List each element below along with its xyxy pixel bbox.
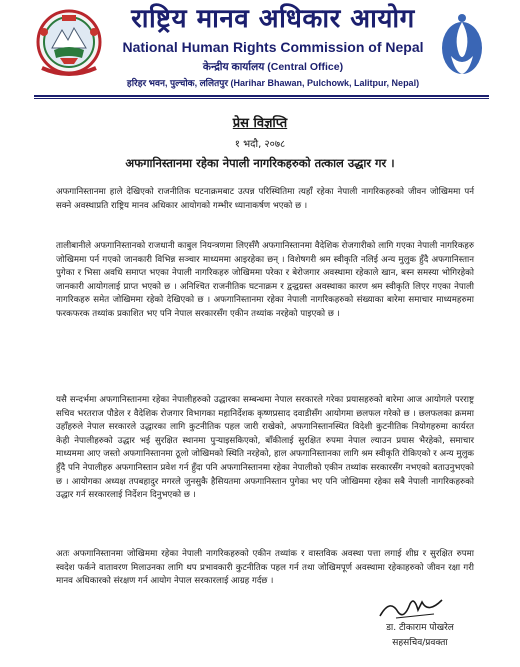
header-divider-thin xyxy=(34,98,489,99)
body-paragraph-1: अफगानिस्तानमा हाले देखिएको राजनीतिक घटनाक्रमबाट उत्पन्न परिस्थितिमा त्यहाँ रहेका नेपाली नागरिकहरुको जीवन जोखिममा पर्न सक्ने अवस्थाप्रति राष्ट्रिय मानव अधिकार आयोगको गम्भीर ध्यानाकर्षण भएको छ । xyxy=(56,187,474,211)
press-release-headline: अफगानिस्तानमा रहेका नेपाली नागरिकहरुको तत्काल उद्धार गर । xyxy=(125,156,395,170)
signatory-title: सहसचिव/प्रवक्ता xyxy=(392,638,448,648)
press-release-date: १ भदौ, २०७८ xyxy=(234,139,286,150)
press-release-title: प्रेस विज्ञप्ति xyxy=(232,116,288,131)
office-label: केन्द्रीय कार्यालय (Central Office) xyxy=(202,61,344,73)
signatory-name: डा. टीकाराम पोखरेल xyxy=(386,623,454,633)
org-name-english: National Human Rights Commission of Nepal xyxy=(122,39,424,55)
body-paragraph-4: अतः अफगानिस्तानमा जोखिममा रहेका नेपाली नागरिकहरुको एकीन तथ्यांक र वास्तविक अवस्था पत्ता लगाई शीघ्र र सुरक्षित रुपमा स्वदेश फर्कने वातावरण मिलाउनका लागि थप प्रभावकारी कुटनीतिक पहल गर्न तथा जोखिमपूर्ण अवस्थामा रहेकाहरुको जीवन रक्षा गरी मानव अधिकारको संरक्षण गर्न आयोग नेपाल सरकारलाई आग्रह गर्दछ । xyxy=(56,549,474,587)
body-paragraph-3: यसै सन्दर्भमा अफगानिस्तानमा रहेका नेपालीहरुको उद्धारका सम्बन्धमा नेपाल सरकारले गरेका प्रयासहरुको बारेमा आज आयोगले परराष्ट्र सचिव भरतराज पौडेल र वैदेशिक रोजगार विभागका महानिर्देशक कृष्णप्रसाद दवाडीसँग आयोगमा छलफल गरेको छ । छलफलका क्रममा उहाँहरुले नेपाल सरकारले उद्धारका लागि कुटनीतिक पहल जारी राखेको, अफगानिस्तानस्थित विदेशी कुटनीतिक नियोगहरुमा कार्यरत केही नेपालीहरुको उद्धार भई सुरक्षित स्थानमा पुऱ्याइसकिएको, बाँकीलाई सुरक्षित रुपमा नेपाल ल्याउन प्रयास भैरहेको, समाचार माध्यममा आए जस्तो अफगानिस्तानमा ठूलो जोखिमको स्थिति नरहेको, हाल अफगानिस्तानका लागि श्रम स्वीकृति रोकिएको र अन्य मुलुक हुँदै पनि नेपालीहरु अफगानिस्तान प्रवेश गर्न हुँदा पनि अफगानिस्तानमा रहेका नेपालीको एकीन तथ्यांक सरकारसँग नभएको बताउनुभएको छ । आयोगका अध्यक्ष तपबहादुर मगरले जुनसुकै हैसियतमा अफगानिस्तान पुगेका भए पनि जोखिममा रहेका सबै नेपाली नागरिकहरुको उद्धार गर्न सरकारलाई निर्देशन दिनुभएको छ । xyxy=(56,395,474,501)
nepal-emblem-icon xyxy=(34,6,104,80)
body-paragraph-2: तालीबानीले अफगानिस्तानको राजधानी काबुल नियन्त्रणमा लिएसँगै अफगानिस्तानमा वैदेशिक रोजगारीको लागि गएका नेपाली नागरिकहरु जोखिममा पर्न गएको जानकारी विभिन्न सञ्चार माध्यममा आइरहेका छन् । विशेषगरी श्रम स्वीकृति नलिई अन्य मुलुक हुँदै अफगानिस्तान पुगेका र भिसा अवधि समाप्त भएका नेपाली नागरिकहरु जोखिममा परेका र बेरोजगार अवस्थामा रहेकाले खान, बस्न समस्या भोगिरहेको जानकारी आयोगलाई प्राप्त भएको छ । अनिश्चित राजनीतिक घटनाक्रम र द्वन्द्वग्रस्त अवस्थाका कारण श्रम स्वीकृति लिएर गएका नेपाली नागरिकहरु समेत जोखिममा रहेको देखिएको छ । अफगानिस्तानमा रहेका नेपाली नागरिकहरुको संख्याका बारेमा समाचार माध्यमहरुमा फरकफरक तथ्यांक प्रकाशित भए पनि नेपाल सरकारसँग एकीन तथ्यांक नरहेको पाइएको छ । xyxy=(56,241,474,319)
nhrc-logo-icon xyxy=(437,8,487,80)
office-address: हरिहर भवन, पुल्चोक, ललितपुर (Harihar Bhawan, Pulchowk, Lalitpur, Nepal) xyxy=(126,78,420,88)
org-name-nepali: राष्ट्रिय मानव अधिकार आयोग xyxy=(131,4,415,34)
handwritten-signature-icon xyxy=(376,594,446,622)
header-divider xyxy=(34,95,489,97)
